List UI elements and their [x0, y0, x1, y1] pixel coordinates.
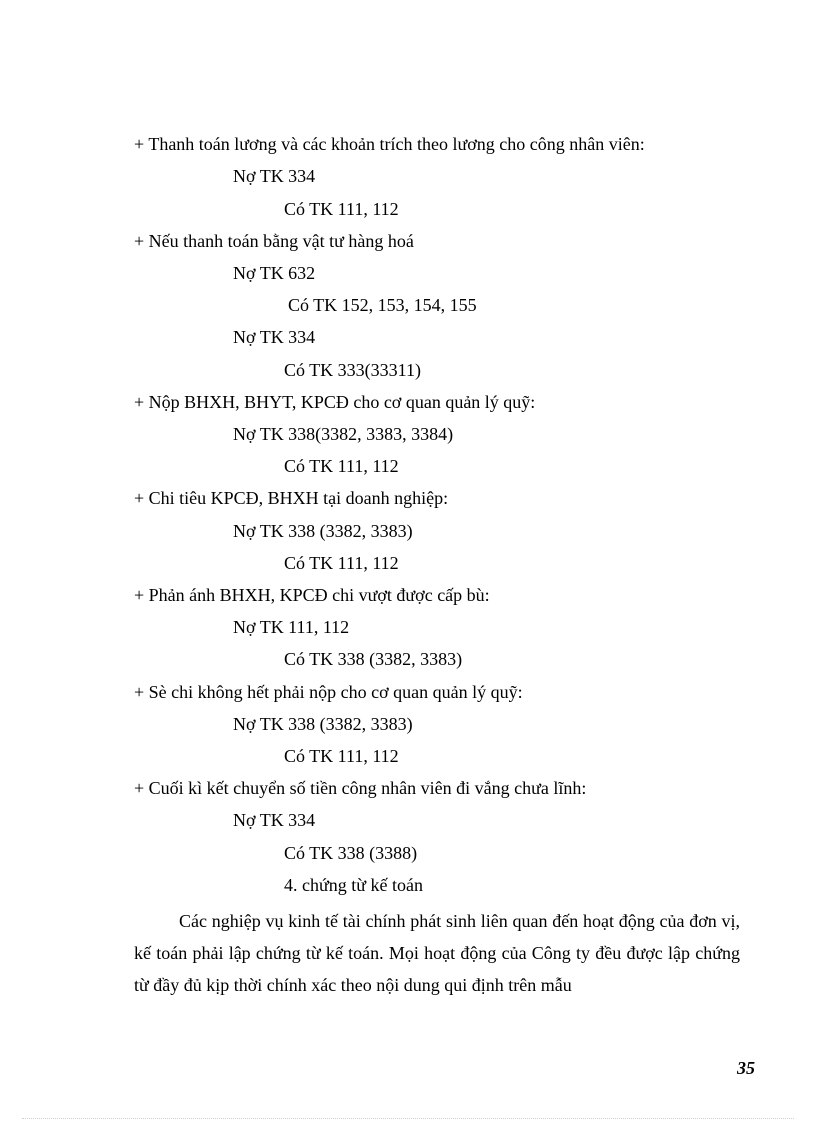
credit-line: Có TK 338 (3388)	[284, 843, 418, 863]
credit-line: Có TK 152, 153, 154, 155	[288, 295, 477, 315]
debit-line: Nợ TK 338(3382, 3383, 3384)	[233, 424, 454, 444]
debit-line: Nợ TK 334	[233, 166, 316, 186]
entry-heading-insurance-payment: + Nộp BHXH, BHYT, KPCĐ cho cơ quan quản lý quỹ:	[134, 392, 536, 412]
debit-line: Nợ TK 632	[233, 263, 316, 283]
credit-line: Có TK 338 (3382, 3383)	[284, 649, 463, 669]
debit-line: Nợ TK 111, 112	[233, 617, 350, 637]
entry-heading-unspent-remittance: + Sè chi không hết phải nộp cho cơ quan quản lý quỹ:	[134, 682, 523, 702]
credit-line: Có TK 333(33311)	[284, 360, 421, 380]
section-heading: 4. chứng từ kế toán	[284, 875, 423, 895]
credit-line: Có TK 111, 112	[284, 199, 399, 219]
debit-line: Nợ TK 338 (3382, 3383)	[233, 714, 413, 734]
credit-line: Có TK 111, 112	[284, 456, 399, 476]
entry-heading-overspend-compensation: + Phản ánh BHXH, KPCĐ chi vượt được cấp bù:	[134, 585, 490, 605]
credit-line: Có TK 111, 112	[284, 746, 399, 766]
credit-line: Có TK 111, 112	[284, 553, 399, 573]
entry-heading-salary-payment: + Thanh toán lương và các khoản trích theo lương cho công nhân viên:	[134, 134, 645, 154]
debit-line: Nợ TK 334	[233, 810, 316, 830]
footer-divider	[22, 1118, 794, 1119]
debit-line: Nợ TK 338 (3382, 3383)	[233, 521, 413, 541]
entry-heading-goods-payment: + Nếu thanh toán bằng vật tư hàng hoá	[134, 231, 414, 251]
entry-heading-fund-spending: + Chi tiêu KPCĐ, BHXH tại doanh nghiệp:	[134, 488, 449, 508]
entry-heading-period-end-transfer: + Cuối kì kết chuyển số tiền công nhân viên đi vắng chưa lĩnh:	[134, 778, 587, 798]
debit-line: Nợ TK 334	[233, 327, 316, 347]
page-number: 35	[737, 1058, 755, 1078]
body-paragraph: Các nghiệp vụ kinh tế tài chính phát sinh liên quan đến hoạt động của đơn vị, kế toán phải lập chứng từ kế toán. Mọi hoạt động của Công ty đều được lập chứng từ đầy đủ kịp thời chính xác theo nội dung qui định trên mẫu	[134, 911, 740, 995]
